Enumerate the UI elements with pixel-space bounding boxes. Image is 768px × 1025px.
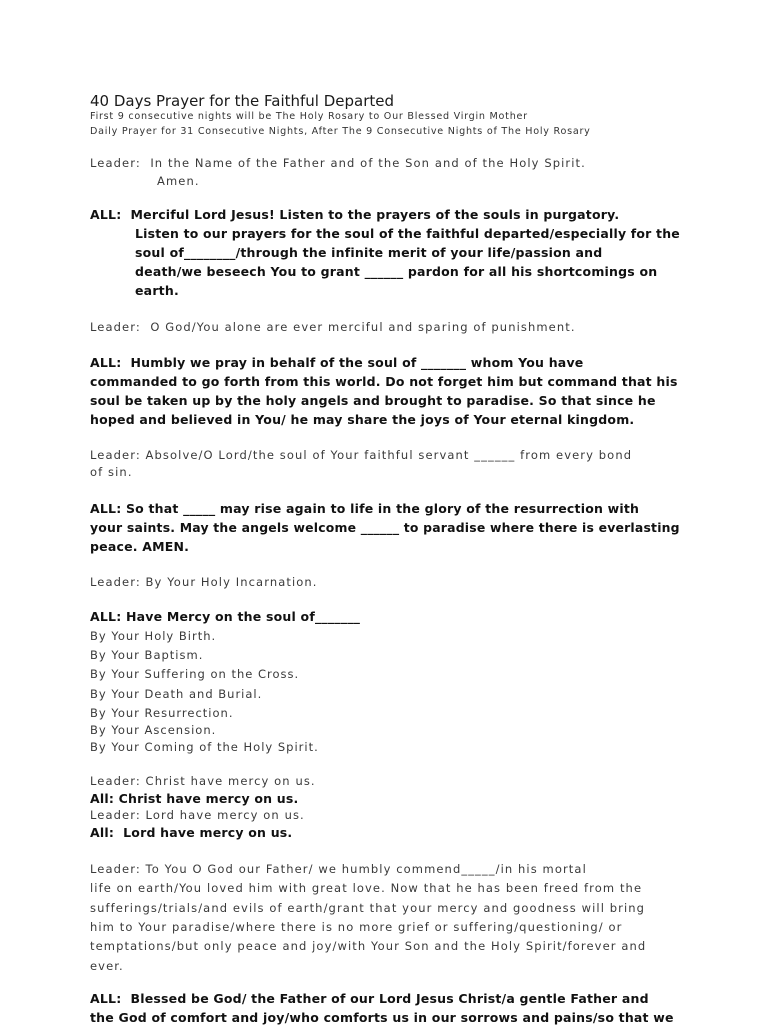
leader-line: ever. [90,959,124,973]
response-line: All: Christ have mercy on us. [90,791,299,806]
response-line: Listen to our prayers for the soul of the faithful departed/especially for the [135,226,680,241]
response-line: ALL: Humbly we pray in behalf of the soul of _______ whom You have [90,355,584,370]
response-line: ALL: Have Mercy on the soul of_______ [90,609,361,624]
litany-line: By Your Death and Burial. [90,687,263,701]
document-title: 40 Days Prayer for the Faithful Departed [90,92,395,110]
subtitle-line: First 9 consecutive nights will be The Holy Rosary to Our Blessed Virgin Mother [90,111,528,122]
response-line: commanded to go forth from this world. Do not forget him but command that his [90,374,678,389]
litany-line: By Your Holy Birth. [90,629,217,643]
leader-line: Leader: To You O God our Father/ we humbly commend_____/in his mortal [90,862,587,876]
response-line: soul be taken up by the holy angels and brought to paradise. So that since he [90,393,656,408]
response-line: ALL: Blessed be God/ the Father of our Lord Jesus Christ/a gentle Father and [90,991,649,1006]
response-line: All: Lord have mercy on us. [90,825,293,840]
response-line: the God of comfort and joy/who comforts us in our sorrows and pains/so that we [90,1010,674,1025]
leader-line: Amen. [157,174,200,188]
leader-line: Leader: Absolve/O Lord/the soul of Your faithful servant ______ from every bond [90,448,633,462]
litany-line: By Your Baptism. [90,648,204,662]
litany-line: By Your Coming of the Holy Spirit. [90,740,319,754]
leader-line: Leader: In the Name of the Father and of the Son and of the Holy Spirit. [90,156,586,170]
response-line: your saints. May the angels welcome ______ to paradise where there is everlasting [90,520,680,535]
litany-line: By Your Ascension. [90,723,217,737]
leader-line: temptations/but only peace and joy/with Your Son and the Holy Spirit/forever and [90,939,647,953]
leader-line: Leader: By Your Holy Incarnation. [90,575,318,589]
leader-line: of sin. [90,465,133,479]
response-line: soul of________/through the infinite merit of your life/passion and [135,245,603,260]
leader-line: sufferings/trials/and evils of earth/grant that your mercy and goodness will bring [90,901,646,915]
leader-line: Leader: O God/You alone are ever merciful and sparing of punishment. [90,320,576,334]
response-line: peace. AMEN. [90,539,190,554]
subtitle-line: Daily Prayer for 31 Consecutive Nights, After The 9 Consecutive Nights of The Holy Rosary [90,126,591,137]
response-line: hoped and believed in You/ he may share the joys of Your eternal kingdom. [90,412,635,427]
leader-line: Leader: Lord have mercy on us. [90,808,305,822]
litany-line: By Your Resurrection. [90,706,234,720]
response-line: ALL: So that _____ may rise again to life in the glory of the resurrection with [90,501,640,516]
leader-line: Leader: Christ have mercy on us. [90,774,316,788]
response-line: ALL: Merciful Lord Jesus! Listen to the prayers of the souls in purgatory. [90,207,620,222]
leader-line: him to Your paradise/where there is no more grief or suffering/questioning/ or [90,920,623,934]
litany-line: By Your Suffering on the Cross. [90,667,300,681]
response-line: earth. [135,283,179,298]
leader-line: life on earth/You loved him with great love. Now that he has been freed from the [90,881,643,895]
response-line: death/we beseech You to grant ______ pardon for all his shortcomings on [135,264,658,279]
